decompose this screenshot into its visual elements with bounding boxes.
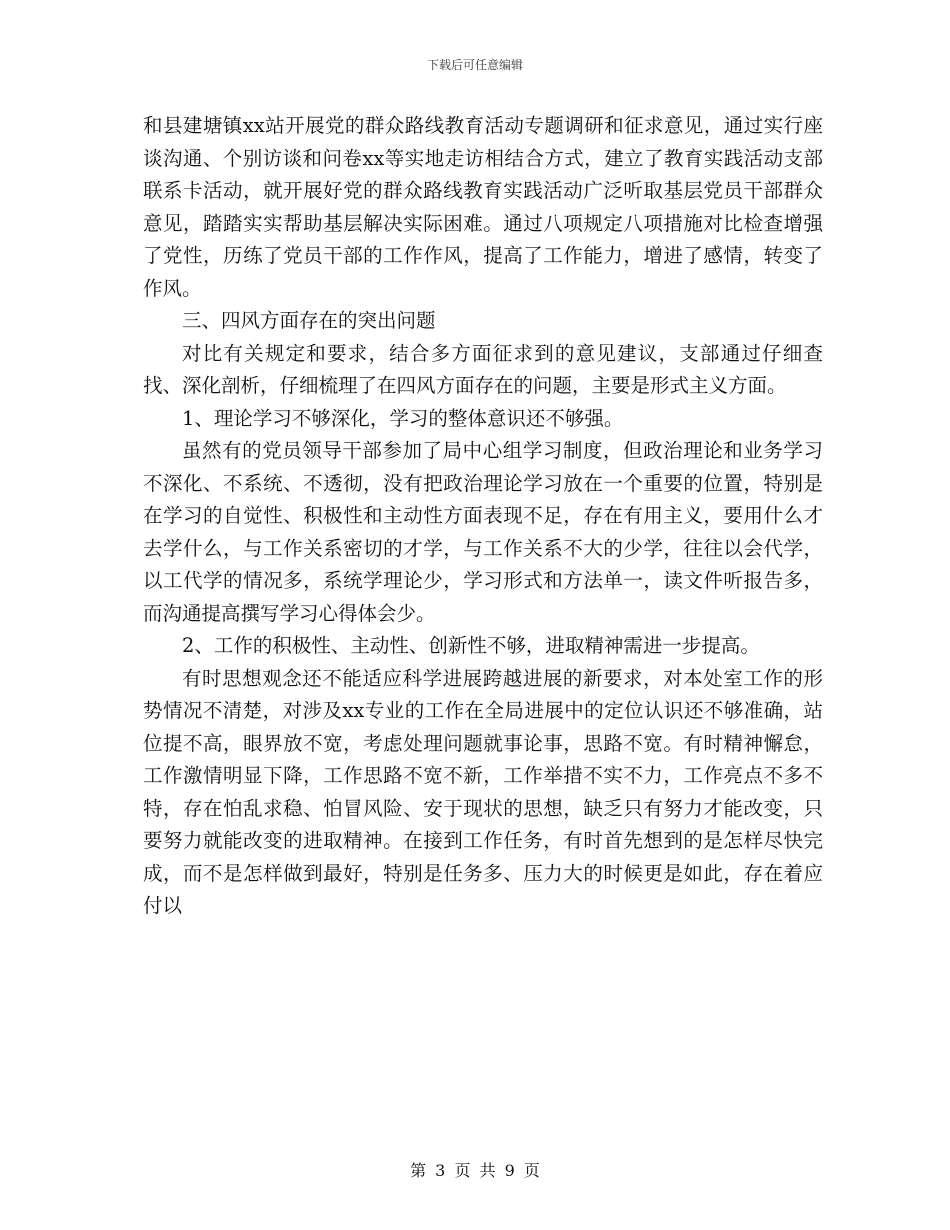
- paragraph-section-intro: 对比有关规定和要求，结合多方面征求到的意见建议，支部通过仔细查找、深化剖析，仔细梳理了在四风方面存在的问题，主要是形式主义方面。: [143, 341, 823, 397]
- page-number-footer: 第 3 页 共 9 页: [410, 1161, 540, 1180]
- document-body: [143, 110, 823, 923]
- issue-heading-1: 1、理论学习不够深化，学习的整体意识还不够强。: [182, 406, 624, 430]
- issue-heading-2: 2、工作的积极性、主动性、创新性不够，进取精神需进一步提高。: [182, 634, 760, 657]
- section-heading-three: 三、四风方面存在的突出问题: [182, 309, 436, 332]
- paragraph-issue-2: 有时思想观念还不能适应科学进展跨越进展的新要求，对本处室工作的形势情况不清楚，对涉及xx专业的工作在全局进展中的定位认识还不够准确，站位提不高，眼界放不宽，考虑处理问题就事论事，思路不宽。有时精神懈怠，工作激情明显下降，工作思路不宽不新，工作举措不实不力，工作亮点不多不特，存在怕乱求稳、怕冒风险、安于现状的思想，缺乏只有努力才能改变，只要努力就能改变的进取精神。在接到工作任务，有时首先想到的是怎样尽快完成，而不是怎样做到最好，特别是任务多、压力大的时候更是如此，存在着应付以: [143, 666, 823, 917]
- page-header: 下载后可任意编辑: [426, 58, 523, 72]
- paragraph-intro-continuation: 和县建塘镇xx站开展党的群众路线教育活动专题调研和征求意见，通过实行座谈沟通、个别访谈和问卷xx等实地走访相结合方式，建立了教育实践活动支部联系卡活动，就开展好党的群众路线教育实践活动广泛听取基层党员干部群众意见，踏踏实实帮助基层解决实际困难。通过八项规定八项措施对比检查增强了党性，历练了党员干部的工作作风，提高了工作能力，增进了感情，转变了作风。: [143, 114, 823, 300]
- paragraph-issue-1: 虽然有的党员领导干部参加了局中心组学习制度，但政治理论和业务学习不深化、不系统、不透彻，没有把政治理论学习放在一个重要的位置，特别是在学习的自觉性、积极性和主动性方面表现不足，存在有用主义，要用什么才去学什么，与工作关系密切的才学，与工作关系不大的少学，往往以会代学，以工代学的情况多，系统学理论少，学习形式和方法单一，读文件听报告多，而沟通提高撰写学习心得体会少。: [143, 439, 823, 625]
